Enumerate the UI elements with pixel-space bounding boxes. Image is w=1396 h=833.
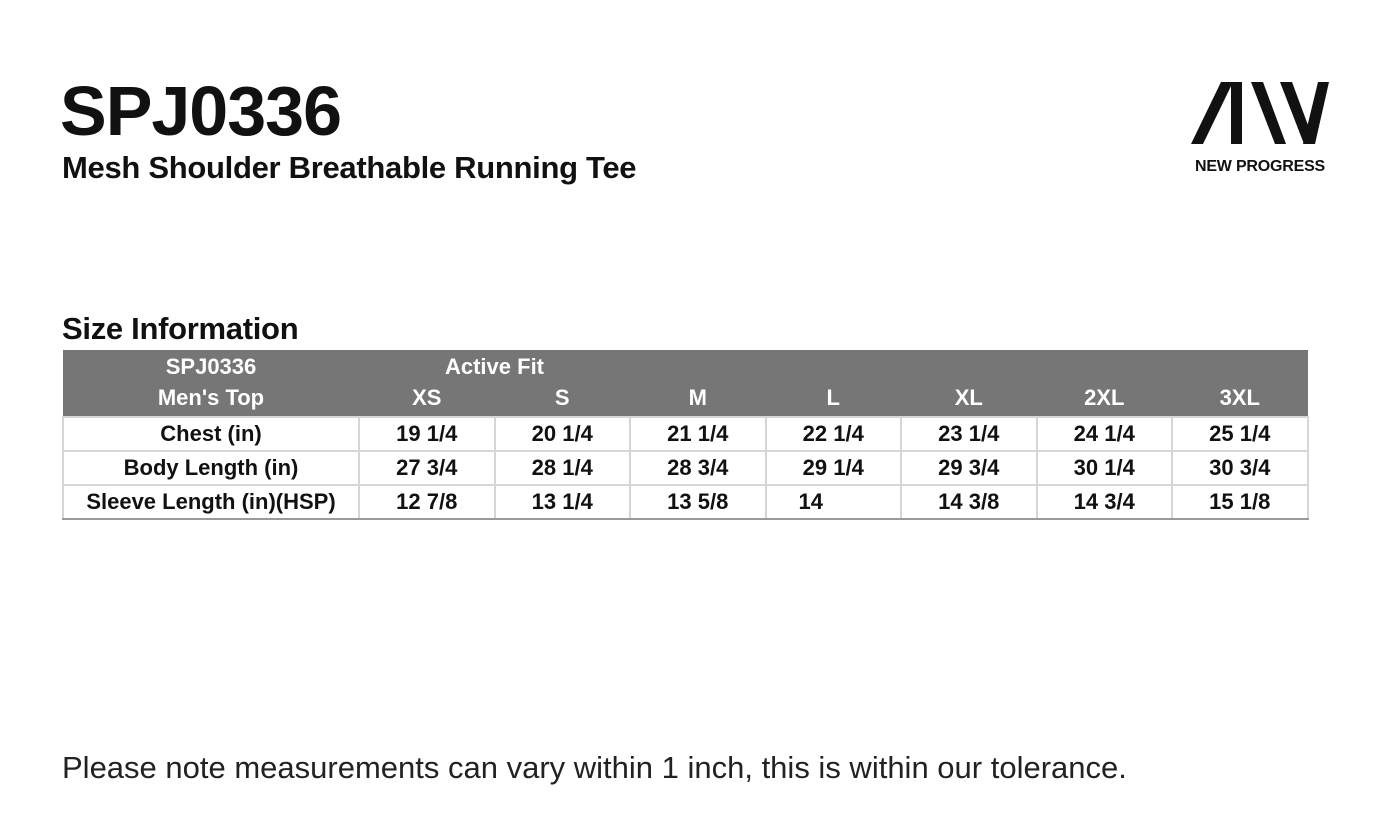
- size-header: 2XL: [1037, 380, 1173, 417]
- aiv-logo-icon: [1191, 82, 1329, 144]
- size-table: [62, 350, 1309, 520]
- table-cell: 25 1/4: [1172, 417, 1308, 451]
- header-category: Men's Top: [63, 380, 359, 417]
- row-label: Sleeve Length (in)(HSP): [63, 485, 359, 519]
- table-cell: 12 7/8: [359, 485, 495, 519]
- header-empty: [766, 350, 902, 380]
- size-header: S: [495, 380, 631, 417]
- table-cell: 30 1/4: [1037, 451, 1173, 485]
- size-header: L: [766, 380, 902, 417]
- header-fit: Active Fit: [359, 350, 630, 380]
- table-cell: 23 1/4: [901, 417, 1037, 451]
- size-header: M: [630, 380, 766, 417]
- table-row: [63, 417, 1308, 451]
- table-header-row-2: [63, 380, 1308, 417]
- table-row: [63, 485, 1308, 519]
- row-label: Body Length (in): [63, 451, 359, 485]
- section-title: Size Information: [62, 311, 299, 346]
- table-cell: 20 1/4: [495, 417, 631, 451]
- table-cell: 21 1/4: [630, 417, 766, 451]
- size-header: 3XL: [1172, 380, 1308, 417]
- brand-name: NEW PROGRESS: [1194, 158, 1326, 175]
- table-cell: 29 3/4: [901, 451, 1037, 485]
- table-cell: 13 1/4: [495, 485, 631, 519]
- table-cell: 30 3/4: [1172, 451, 1308, 485]
- table-cell: 22 1/4: [766, 417, 902, 451]
- table-header-row-1: [63, 350, 1308, 380]
- brand-logo: [1185, 82, 1335, 192]
- table-cell: 14 3/4: [1037, 485, 1173, 519]
- header-empty: [1172, 350, 1308, 380]
- table-cell: 28 1/4: [495, 451, 631, 485]
- product-name: Mesh Shoulder Breathable Running Tee: [62, 150, 637, 185]
- table-cell: 13 5/8: [630, 485, 766, 519]
- size-header: XL: [901, 380, 1037, 417]
- header-empty: [901, 350, 1037, 380]
- product-code: SPJ0336: [60, 72, 342, 150]
- size-header: XS: [359, 380, 495, 417]
- table-cell: 19 1/4: [359, 417, 495, 451]
- tolerance-note: Please note measurements can vary within 1 inch, this is within our tolerance.: [62, 750, 1127, 785]
- header-empty: [630, 350, 766, 380]
- table-cell: 27 3/4: [359, 451, 495, 485]
- table-cell: 29 1/4: [766, 451, 902, 485]
- table-cell: 15 1/8: [1172, 485, 1308, 519]
- row-label: Chest (in): [63, 417, 359, 451]
- table-cell: 14 3/8: [901, 485, 1037, 519]
- table-cell: 28 3/4: [630, 451, 766, 485]
- table-cell: 24 1/4: [1037, 417, 1173, 451]
- header-product-code: SPJ0336: [63, 350, 359, 380]
- table-row: [63, 451, 1308, 485]
- header-empty: [1037, 350, 1173, 380]
- table-cell: 14: [766, 485, 902, 519]
